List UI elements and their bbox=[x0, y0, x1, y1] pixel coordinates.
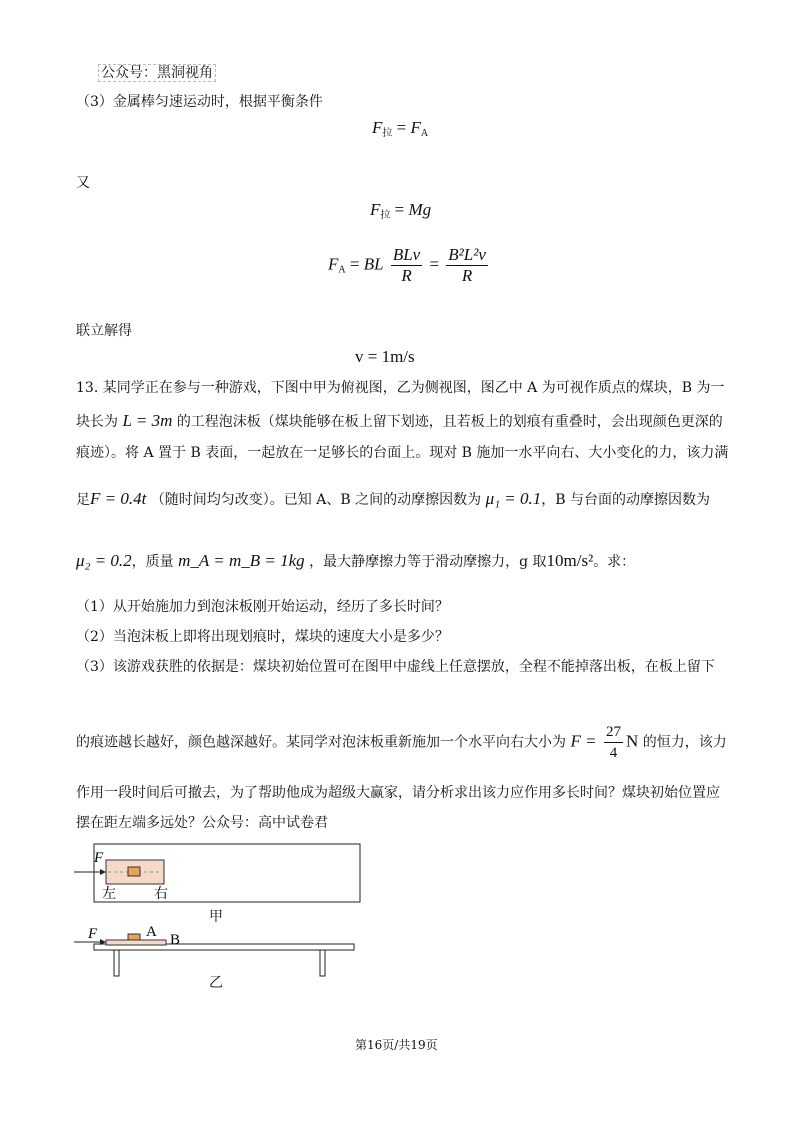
equation-balance: $F_拉 = F_A$ bbox=[372, 118, 429, 139]
label-left: 左 bbox=[102, 886, 116, 902]
q13-line2: 块长为 L = 3m 的工程泡沫板（煤块能够在板上留下划迹，且若板上的划痕有重叠时，会出现颜色更深的 bbox=[76, 411, 723, 430]
text-lianli: 联立解得 bbox=[76, 323, 132, 339]
coal-block-side bbox=[128, 934, 140, 940]
header-watermark: 公众号：黑洞视角 bbox=[98, 62, 216, 82]
coal-block bbox=[128, 867, 140, 876]
q13-sub3: （3）该游戏获胜的依据是：煤块初始位置可在图甲中虚线上任意摆放，全程不能掉落出板，在板上留下 bbox=[76, 659, 715, 675]
label-right: 右 bbox=[154, 886, 168, 902]
label-A: A bbox=[146, 924, 157, 940]
label-F-top: F bbox=[94, 850, 104, 866]
equation-velocity: v = 1m/s bbox=[355, 347, 415, 366]
force-arrowhead bbox=[100, 869, 106, 875]
q13-sub2: （2）当泡沫板上即将出现划痕时，煤块的速度大小是多少？ bbox=[76, 629, 449, 645]
q13-sub1: （1）从开始施加力到泡沫板刚开始运动，经历了多长时间？ bbox=[76, 599, 449, 615]
q13-line9: 的痕迹越长越好，颜色越深越好。某同学对泡沫板重新施加一个水平向右大小为 F = $\frac{27}{4}$ N 的恒力，该力 bbox=[76, 724, 727, 761]
equation-ampere-force: $F_A$ = BL $\frac{\text{BLv}}{R}$ = $\frac{\text{B²L²v}}{R}$ bbox=[328, 245, 486, 285]
equation-pull-force: $F_拉 = Mg$ bbox=[370, 200, 432, 221]
q13-line5: μ₂ = 0.2，质量 m_A = m_B = 1kg ，最大静摩擦力等于滑动摩擦力，g 取10m/s²。求： bbox=[76, 551, 636, 570]
label-B: B bbox=[170, 932, 181, 948]
q13-line11: 摆在距左端多远处？公众号：高中试卷君 bbox=[76, 815, 328, 831]
foam-board-side bbox=[106, 940, 166, 945]
q13-line4: 足F = 0.4t （随时间均匀改变）。已知 A、B 之间的动摩擦因数为 μ₁ = 0.1，B 与台面的动摩擦因数为 bbox=[76, 489, 710, 508]
label-jia: 甲 bbox=[209, 909, 223, 925]
q13-line1: 13. 某同学正在参与一种游戏，下图中甲为俯视图，乙为侧视图，图乙中 A 为可视作质点的煤块，B 为一 bbox=[76, 380, 725, 396]
part3-intro: （3）金属棒匀速运动时，根据平衡条件 bbox=[76, 94, 323, 110]
q13-line3: 痕迹）。将 A 置于 B 表面，一起放在一足够长的台面上。现对 B 施加一水平向右、大小变化的力，该力满 bbox=[76, 445, 729, 461]
q13-line10: 作用一段时间后可撤去，为了帮助他成为超级大赢家，请分析求出该力应作用多长时间？煤块初始位置应 bbox=[76, 785, 720, 801]
table-leg-left bbox=[114, 950, 119, 976]
label-F-side: F bbox=[88, 926, 98, 942]
table-leg-right bbox=[320, 950, 325, 976]
text-you: 又 bbox=[76, 175, 90, 191]
label-yi: 乙 bbox=[209, 975, 223, 991]
page-number: 第16页/共19页 bbox=[355, 1038, 438, 1052]
